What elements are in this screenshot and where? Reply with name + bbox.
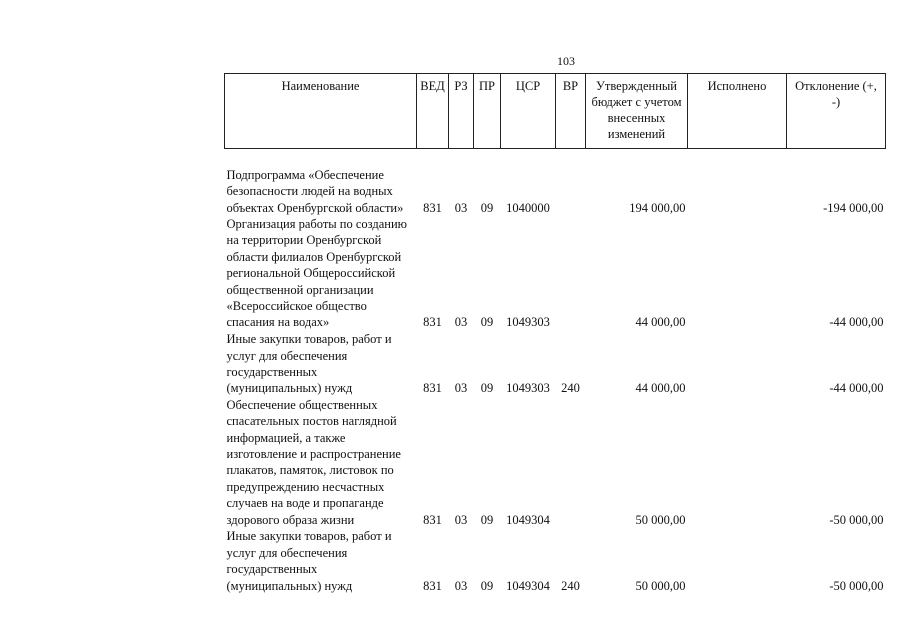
row-executed xyxy=(688,397,787,528)
row-executed xyxy=(688,331,787,397)
table-row xyxy=(225,528,886,594)
table-row xyxy=(225,397,886,528)
row-deviation: -44 000,00 xyxy=(829,381,884,396)
row-pr: 09 xyxy=(480,578,494,593)
row-approved: 44 000,00 xyxy=(635,315,686,330)
table-row xyxy=(225,216,886,331)
row-executed xyxy=(688,528,787,594)
row-deviation: -50 000,00 xyxy=(829,578,884,593)
col-header-executed: Исполнено xyxy=(688,74,787,149)
row-rz: 03 xyxy=(454,381,468,396)
page-number: 103 xyxy=(557,54,575,68)
row-pr: 09 xyxy=(480,381,494,396)
row-deviation: -50 000,00 xyxy=(829,512,884,527)
row-deviation: -194 000,00 xyxy=(823,200,884,215)
row-ved: 831 xyxy=(423,381,442,396)
row-ved: 831 xyxy=(423,512,442,527)
col-header-approved: Утвержденный бюджет с учетом внесенных изменений xyxy=(586,74,688,149)
col-header-vr: ВР xyxy=(556,74,586,149)
row-name: Обеспечение общественных спасательных постов наглядной информацией, а также изготовление и распространение плакатов, памяток, листовок по предупреждению несчастных случаев на воде и пропаганде здорового образа жизни xyxy=(226,397,401,527)
row-approved: 44 000,00 xyxy=(635,381,686,396)
row-executed xyxy=(688,149,787,217)
col-header-ved: ВЕД xyxy=(417,74,449,149)
row-name: Иные закупки товаров, работ и услуг для обеспечения государственных (муниципальных) нужд xyxy=(226,332,392,396)
row-vr: 240 xyxy=(561,381,580,396)
row-approved: 50 000,00 xyxy=(635,578,686,593)
row-vr xyxy=(556,216,586,331)
row-vr xyxy=(556,149,586,217)
row-rz: 03 xyxy=(454,315,468,330)
row-approved: 50 000,00 xyxy=(635,512,686,527)
row-deviation: -44 000,00 xyxy=(829,315,884,330)
row-pr: 09 xyxy=(480,512,494,527)
row-rz: 03 xyxy=(454,200,468,215)
col-header-name: Наименование xyxy=(225,74,417,149)
row-name: Организация работы по созданию на территории Оренбургской области филиалов Оренбургской региональной Общероссийской общественной организации «Всероссийское общество спасания на водах» xyxy=(226,217,407,330)
row-name: Иные закупки товаров, работ и услуг для обеспечения государственных (муниципальных) нужд xyxy=(226,529,392,593)
row-pr: 09 xyxy=(480,200,494,215)
row-name: Подпрограмма «Обеспечение безопасности людей на водных объектах Оренбургской области» xyxy=(226,167,404,215)
col-header-deviation: Отклонение (+, -) xyxy=(787,74,886,149)
row-vr xyxy=(556,397,586,528)
row-ved: 831 xyxy=(423,315,442,330)
row-csr: 1049303 xyxy=(506,315,550,330)
row-csr: 1049303 xyxy=(506,381,550,396)
col-header-pr: ПР xyxy=(474,74,501,149)
col-header-csr: ЦСР xyxy=(501,74,556,149)
row-csr: 1049304 xyxy=(506,578,550,593)
row-ved: 831 xyxy=(423,200,442,215)
row-executed xyxy=(688,216,787,331)
budget-table xyxy=(224,73,886,594)
row-vr: 240 xyxy=(561,578,580,593)
header-row xyxy=(225,74,886,149)
row-rz: 03 xyxy=(454,578,468,593)
row-ved: 831 xyxy=(423,578,442,593)
row-csr: 1040000 xyxy=(506,200,550,215)
row-csr: 1049304 xyxy=(506,512,550,527)
row-approved: 194 000,00 xyxy=(629,200,686,215)
table-row xyxy=(225,149,886,217)
col-header-rz: РЗ xyxy=(449,74,474,149)
row-rz: 03 xyxy=(454,512,468,527)
table-row xyxy=(225,331,886,397)
row-pr: 09 xyxy=(480,315,494,330)
